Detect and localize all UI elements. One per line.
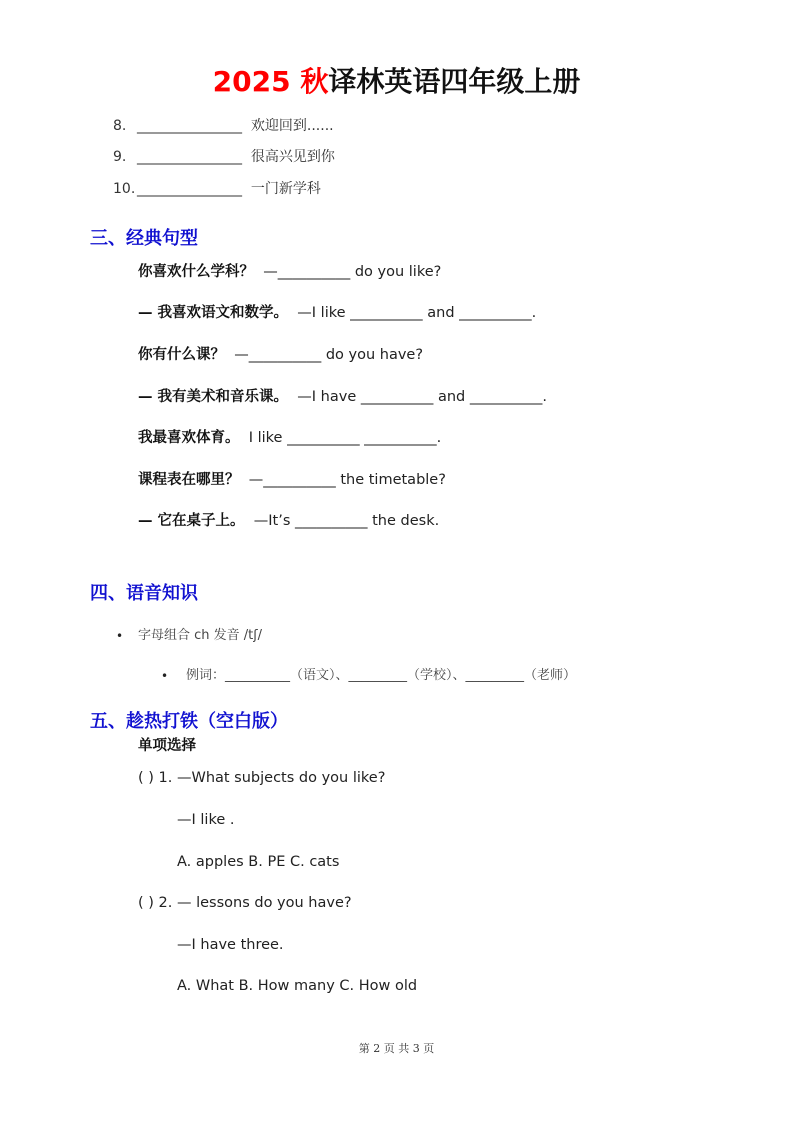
sentence: 我最喜欢体育。 I like __________ __________. bbox=[138, 430, 442, 446]
question-line: ( ) 1. —What subjects do you like? bbox=[138, 770, 386, 786]
vocab-item: 8. _______________ 欢迎回到...... bbox=[113, 118, 334, 134]
page-title bbox=[0, 65, 793, 98]
title-text: 译林英语四年级上册 bbox=[328, 65, 581, 98]
sub-bullet-text: 例词：__________（语文）、_________（学校）、_________（老师） bbox=[186, 668, 577, 683]
question-line: —I like . bbox=[177, 812, 235, 828]
question-line: ( ) 2. — lessons do you have? bbox=[138, 895, 352, 911]
bullet-text: 字母组合 ch 发音 /tʃ/ bbox=[138, 628, 263, 643]
question-line: —I have three. bbox=[177, 937, 284, 953]
question-options: A. What B. How many C. How old bbox=[177, 978, 418, 994]
page-footer: 第 2 页 共 3 页 bbox=[358, 1042, 435, 1055]
sentence: 你有什么课？ —__________ do you have? bbox=[138, 347, 424, 363]
sentence: 你喜欢什么学科？ —__________ do you like? bbox=[138, 264, 442, 280]
bullet-icon: • bbox=[161, 669, 169, 683]
vocab-item: 10. _______________ 一门新学科 bbox=[113, 181, 321, 197]
question-options: A. apples B. PE C. cats bbox=[177, 854, 340, 870]
title-year: 2025 秋 bbox=[212, 65, 329, 98]
subheading: 单项选择 bbox=[138, 738, 196, 754]
sentence: — 我喜欢语文和数学。 —I like __________ and __________. bbox=[138, 305, 537, 321]
sentence: — 我有美术和音乐课。 —I have __________ and __________. bbox=[138, 389, 547, 405]
sentence: — 它在桌子上。 —It’s __________ the desk. bbox=[138, 513, 440, 529]
section-heading: 四、语音知识 bbox=[90, 583, 198, 604]
bullet-icon: • bbox=[116, 629, 124, 643]
section-heading: 三、经典句型 bbox=[90, 228, 198, 249]
sentence: 课程表在哪里？ —__________ the timetable? bbox=[138, 472, 446, 488]
section-heading: 五、趁热打铁（空白版） bbox=[90, 711, 288, 732]
vocab-item: 9. _______________ 很高兴见到你 bbox=[113, 149, 335, 165]
